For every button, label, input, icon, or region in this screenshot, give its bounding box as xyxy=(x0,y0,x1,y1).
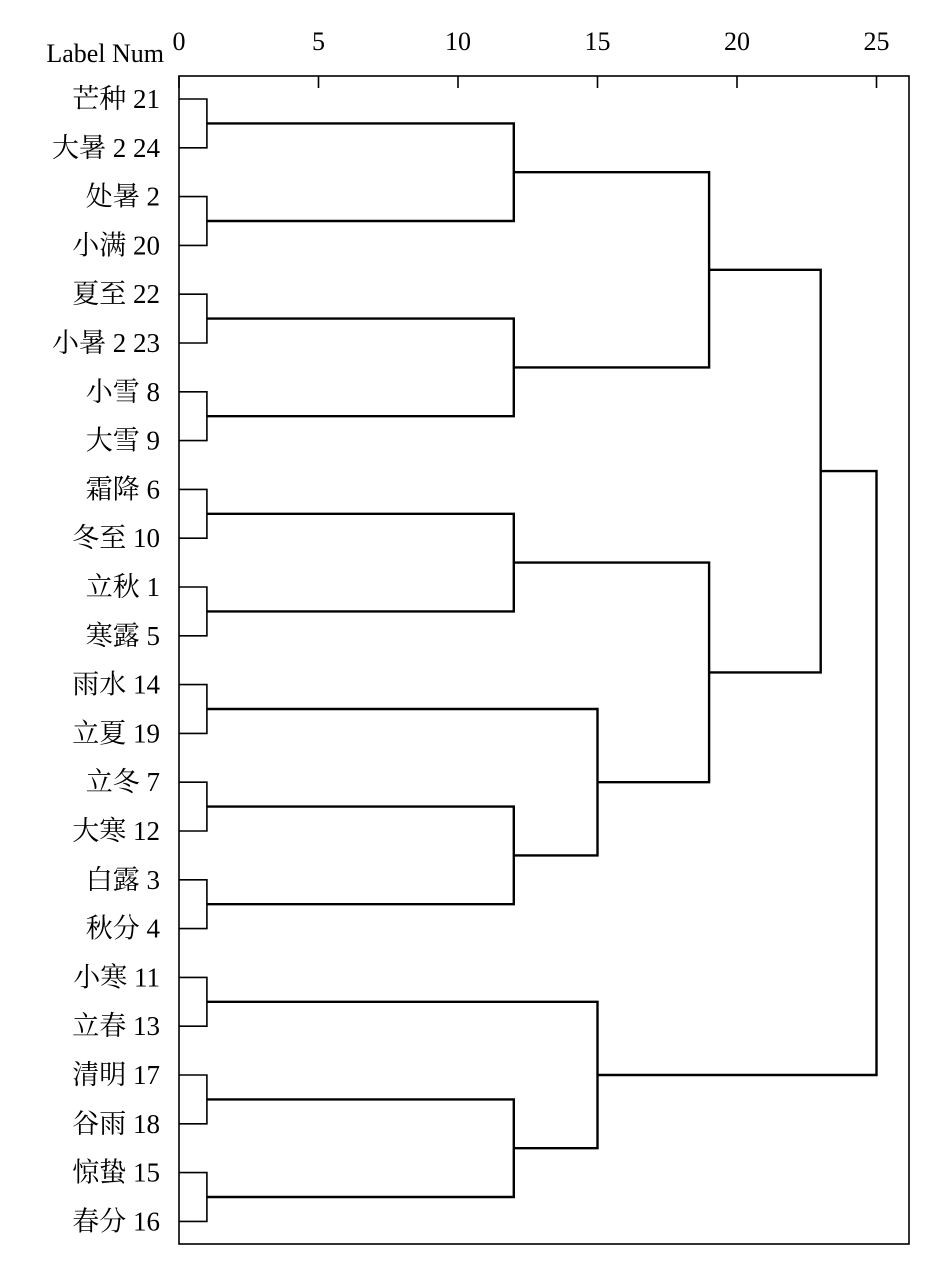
leaf-label: 雨水 14 xyxy=(72,669,160,700)
x-axis-ticks xyxy=(173,27,890,88)
cluster-link-c19 xyxy=(207,1002,598,1148)
cluster-link-c6 xyxy=(179,587,207,636)
leaf-label: 冬至 10 xyxy=(72,523,160,554)
leaf-label: 白露 3 xyxy=(85,864,160,895)
leaf-label: 大雪 9 xyxy=(85,425,160,456)
x-tick-label: 5 xyxy=(312,27,325,56)
dendrogram-links xyxy=(179,99,877,1221)
cluster-link-c4 xyxy=(179,392,207,441)
cluster-link-c5 xyxy=(179,489,207,538)
x-tick-label: 10 xyxy=(445,27,471,56)
cluster-link-c2 xyxy=(179,197,207,246)
leaf-label: 谷雨 18 xyxy=(72,1108,160,1139)
leaf-label: 小雪 8 xyxy=(85,376,160,407)
cluster-link-c21 xyxy=(514,563,709,783)
leaf-label: 小暑 2 23 xyxy=(52,328,160,358)
cluster-link-c3 xyxy=(179,294,207,343)
x-tick-label: 0 xyxy=(172,27,186,56)
cluster-link-c8 xyxy=(179,782,207,831)
leaf-label: 立冬 7 xyxy=(85,767,160,798)
leaf-label: 小满 20 xyxy=(72,230,160,261)
cluster-link-c17 xyxy=(207,1099,514,1197)
leaf-label: 小寒 11 xyxy=(73,962,160,993)
label-num-header: Label Num xyxy=(46,39,164,68)
leaf-label: 大暑 2 24 xyxy=(52,132,160,163)
leaf-label: 立夏 19 xyxy=(72,718,160,749)
cluster-link-c7 xyxy=(179,685,207,734)
leaf-label: 春分 16 xyxy=(72,1206,160,1237)
leaf-label: 秋分 4 xyxy=(85,913,160,944)
cluster-link-c10 xyxy=(179,977,207,1026)
leaf-label: 大寒 12 xyxy=(72,816,160,846)
leaf-label: 夏至 22 xyxy=(72,279,160,310)
cluster-link-c22 xyxy=(709,270,821,673)
cluster-link-c12 xyxy=(179,1173,207,1222)
x-tick-label: 20 xyxy=(724,27,750,56)
cluster-link-c13 xyxy=(207,123,514,221)
leaf-label: 寒露 5 xyxy=(85,620,160,651)
cluster-link-c1 xyxy=(179,99,207,148)
leaf-label: 清明 17 xyxy=(72,1060,160,1090)
leaf-label: 立春 13 xyxy=(72,1011,160,1042)
cluster-link-c20 xyxy=(514,172,709,367)
cluster-link-c9 xyxy=(179,880,207,929)
leaf-label: 立秋 1 xyxy=(85,572,160,602)
leaf-label: 处暑 2 xyxy=(85,181,160,212)
cluster-link-c15 xyxy=(207,514,514,612)
leaf-label: 霜降 6 xyxy=(85,474,160,505)
cluster-link-c11 xyxy=(179,1075,207,1124)
leaf-label: 惊蛰 15 xyxy=(72,1157,160,1188)
x-tick-label: 15 xyxy=(584,27,611,56)
cluster-link-c18 xyxy=(207,709,598,855)
plot-frame xyxy=(179,76,909,1244)
cluster-link-c14 xyxy=(207,319,514,417)
leaf-label: 芒种 21 xyxy=(72,84,160,114)
x-tick-label: 25 xyxy=(863,27,890,56)
leaf-labels xyxy=(52,84,160,1236)
cluster-link-c16 xyxy=(207,807,514,905)
